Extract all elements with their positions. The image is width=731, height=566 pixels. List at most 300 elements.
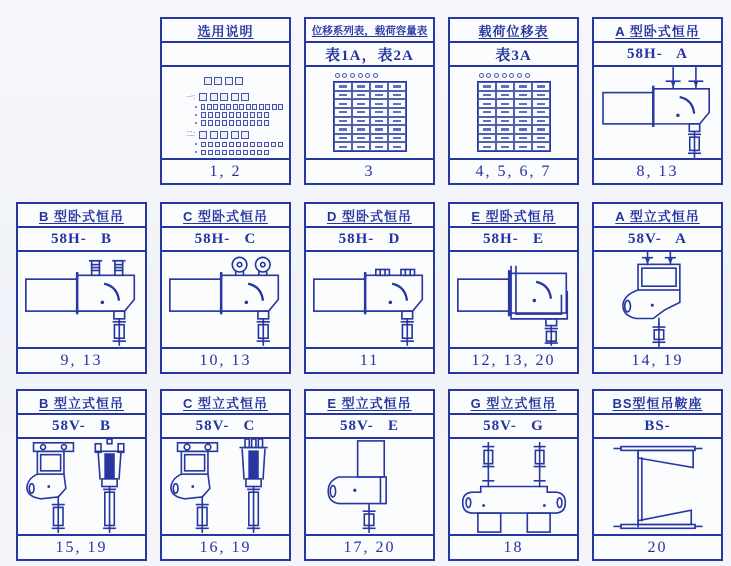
illegible-cell-text: [537, 120, 545, 122]
panel-title: [18, 391, 145, 415]
panel-model-code: 表1A，表2A: [306, 43, 433, 67]
catalog-panel: [448, 389, 579, 561]
panel-title: [450, 204, 577, 228]
illegible-cell-text: [519, 137, 527, 139]
illegible-glyph-box: [257, 120, 263, 126]
illegible-glyph-box: [204, 77, 212, 85]
mini-table-cell: [370, 108, 388, 117]
panel-page-numbers: 20: [594, 534, 721, 559]
mini-table-cell: [496, 142, 514, 151]
illegible-glyph-box: [201, 158, 207, 159]
illegible-glyph-box: [225, 77, 233, 85]
hanger-figure-v-b: [21, 439, 143, 534]
panel-figure-area: [306, 439, 433, 534]
notes-line: [186, 150, 283, 156]
mini-table-cell: [352, 99, 370, 108]
illegible-cell-text: [375, 94, 383, 96]
panel-title: [306, 391, 433, 415]
panel-model-code: 58V- E: [306, 415, 433, 439]
illegible-glyph-box: [257, 142, 263, 148]
panel-page-numbers: 12, 13, 20: [450, 347, 577, 372]
illegible-cell-text: [339, 146, 347, 148]
panel-page-numbers: 3: [306, 158, 433, 183]
mini-table-cell: [514, 125, 532, 134]
notes-line: [186, 142, 283, 148]
illegible-glyph-box: [201, 150, 207, 156]
mini-table-cell: [532, 142, 550, 151]
illegible-glyph-box: [236, 142, 242, 148]
mini-table-cell: [514, 82, 532, 91]
mini-table-figure: [477, 73, 551, 152]
illegible-cell-text: [393, 137, 401, 139]
panel-title: [594, 391, 721, 415]
panel-figure-area: [594, 252, 721, 347]
illegible-glyph-box: [250, 150, 256, 156]
illegible-cell-text: [519, 111, 527, 113]
panel-title-text: E 型立式恒吊: [327, 395, 412, 411]
hanger-figure-v-a: [597, 252, 719, 347]
illegible-glyph-box: [246, 104, 251, 110]
mini-table-cell: [388, 91, 406, 100]
illegible-cell-text: [339, 111, 347, 113]
panel-page-numbers: 18: [450, 534, 577, 559]
illegible-glyph-box: [210, 93, 218, 101]
panel-page-numbers: 1, 2: [162, 158, 289, 183]
caption-dot: [350, 73, 355, 78]
illegible-glyph-box: [271, 142, 277, 148]
catalog-panel: [592, 17, 723, 185]
mini-table-cell: [370, 99, 388, 108]
illegible-glyph-box: [201, 120, 207, 126]
illegible-cell-text: [501, 120, 509, 122]
mini-table-cell: [388, 117, 406, 126]
illegible-glyph-box: [215, 142, 221, 148]
panel-model-code: 58H- D: [306, 228, 433, 252]
mini-table-cell: [352, 108, 370, 117]
mini-table-cell: [334, 134, 352, 143]
illegible-cell-text: [483, 94, 491, 96]
illegible-glyph-box: [213, 104, 218, 110]
illegible-cell-text: [483, 146, 491, 148]
catalog-panel: [304, 202, 435, 374]
illegible-cell-text: [501, 146, 509, 148]
mini-table-cell: [352, 125, 370, 134]
illegible-glyph-box: [215, 150, 221, 156]
illegible-cell-text: [501, 137, 509, 139]
illegible-glyph-box: [250, 142, 256, 148]
panel-figure-area: [594, 439, 721, 534]
illegible-glyph-box: [229, 120, 235, 126]
mini-table-cell: [532, 108, 550, 117]
illegible-cell-text: [339, 94, 347, 96]
mini-table-cell: [478, 99, 496, 108]
caption-dot: [502, 73, 507, 78]
panel-model-code: 58V- A: [594, 228, 721, 252]
panel-title: [594, 19, 721, 43]
mini-table-cell: [334, 117, 352, 126]
caption-dot: [494, 73, 499, 78]
illegible-glyph-box: [229, 150, 235, 156]
panel-title-text: A 型立式恒吊: [615, 208, 700, 224]
catalog-panel: [160, 202, 291, 374]
mini-table-cell: [514, 108, 532, 117]
table-caption-dots: [479, 73, 530, 78]
mini-table-cell: [532, 134, 550, 143]
panel-title: [162, 204, 289, 228]
illegible-glyph-box: [243, 142, 249, 148]
mini-table-cell: [388, 134, 406, 143]
illegible-glyph-box: [250, 120, 256, 126]
illegible-glyph-box: [252, 104, 257, 110]
notes-line: [186, 120, 283, 126]
illegible-glyph-box: [201, 142, 207, 148]
illegible-glyph-box: [236, 112, 242, 118]
caption-dot: [358, 73, 363, 78]
hanger-figure-h-d: [309, 252, 431, 347]
hanger-figure-h-b: [21, 252, 143, 347]
panel-model-code: 表3A: [450, 43, 577, 67]
mini-table-cell: [388, 142, 406, 151]
panel-title-text: BS型恒吊鞍座: [612, 395, 703, 411]
illegible-glyph-box: [243, 120, 249, 126]
panel-title: [18, 204, 145, 228]
illegible-cell-text: [501, 94, 509, 96]
mini-table-cell: [514, 91, 532, 100]
panel-figure-area: [450, 252, 577, 347]
mini-table-cell: [478, 142, 496, 151]
mini-table-cell: [496, 134, 514, 143]
notes-line-prefix: 一:: [186, 93, 195, 101]
illegible-cell-text: [339, 120, 347, 122]
panel-figure-area: [18, 439, 145, 534]
hanger-figure-v-c: [165, 439, 287, 534]
panel-page-numbers: 9, 13: [18, 347, 145, 372]
illegible-glyph-box: [236, 158, 242, 159]
illegible-glyph-box: [231, 131, 239, 139]
mini-table-cell: [388, 108, 406, 117]
illegible-glyph-box: [210, 131, 218, 139]
caption-dot: [517, 73, 522, 78]
illegible-glyph-box: [264, 142, 270, 148]
catalog-panel: [592, 389, 723, 561]
illegible-cell-text: [339, 85, 347, 87]
illegible-cell-text: [537, 85, 545, 87]
panel-title-text: G 型立式恒吊: [470, 395, 557, 411]
illegible-glyph-box: [264, 112, 270, 118]
illegible-glyph-box: [220, 131, 228, 139]
notes-line: [186, 131, 283, 139]
caption-dot: [335, 73, 340, 78]
mini-table-cell: [478, 82, 496, 91]
mini-table-cell: [496, 125, 514, 134]
illegible-glyph-box: [208, 150, 214, 156]
panel-page-numbers: 8, 13: [594, 158, 721, 183]
caption-dot: [479, 73, 484, 78]
panel-page-numbers: 16, 19: [162, 534, 289, 559]
illegible-cell-text: [357, 85, 365, 87]
hanger-figure-h-c: [165, 252, 287, 347]
illegible-glyph-box: [250, 112, 256, 118]
illegible-cell-text: [537, 146, 545, 148]
illegible-cell-text: [537, 111, 545, 113]
panel-model-code: 58V- B: [18, 415, 145, 439]
panel-page-numbers: 15, 19: [18, 534, 145, 559]
illegible-cell-text: [357, 128, 365, 130]
panel-figure-area: [306, 252, 433, 347]
illegible-glyph-box: [236, 120, 242, 126]
illegible-cell-text: [483, 128, 491, 130]
panel-title-text: B 型立式恒吊: [38, 395, 124, 411]
mini-table-cell: [388, 125, 406, 134]
panel-title: [450, 19, 577, 43]
mini-table-cell: [514, 117, 532, 126]
panel-model-code: 58H- E: [450, 228, 577, 252]
illegible-glyph-box: [243, 158, 249, 159]
illegible-cell-text: [519, 85, 527, 87]
mini-table-cell: [334, 142, 352, 151]
mini-table-cell: [532, 82, 550, 91]
illegible-cell-text: [375, 137, 383, 139]
illegible-glyph-box: [222, 120, 228, 126]
illegible-cell-text: [375, 120, 383, 122]
panel-figure-area: [306, 67, 433, 158]
mini-table-cell: [532, 117, 550, 126]
catalog-panel: [16, 389, 147, 561]
mini-table-cell: [478, 91, 496, 100]
illegible-glyph-box: [215, 112, 221, 118]
panel-page-numbers: 10, 13: [162, 347, 289, 372]
caption-dot: [365, 73, 370, 78]
mini-table-cell: [496, 82, 514, 91]
mini-table-cell: [532, 91, 550, 100]
illegible-glyph-box: [208, 120, 214, 126]
panel-figure-area: [162, 67, 289, 158]
illegible-cell-text: [537, 137, 545, 139]
illegible-cell-text: [339, 137, 347, 139]
mini-table-cell: [370, 125, 388, 134]
mini-table-cell: [334, 108, 352, 117]
illegible-glyph-box: [241, 93, 249, 101]
notes-line: [186, 158, 283, 159]
illegible-cell-text: [501, 128, 509, 130]
panel-title-text: D 型卧式恒吊: [326, 208, 412, 224]
panel-title-text: C 型立式恒吊: [182, 395, 268, 411]
illegible-glyph-box: [215, 158, 221, 159]
notes-line: [186, 77, 283, 85]
illegible-cell-text: [393, 146, 401, 148]
panel-figure-area: [450, 439, 577, 534]
caption-dot: [509, 73, 514, 78]
mini-table-cell: [370, 134, 388, 143]
notes-text-block: [162, 67, 289, 158]
illegible-glyph-box: [264, 150, 270, 156]
hanger-figure-v-g: [453, 439, 575, 534]
illegible-cell-text: [339, 128, 347, 130]
illegible-cell-text: [519, 94, 527, 96]
mini-table-cell: [370, 91, 388, 100]
illegible-cell-text: [483, 85, 491, 87]
illegible-glyph-box: [259, 104, 264, 110]
illegible-glyph-box: [229, 158, 235, 159]
mini-table-cell: [334, 91, 352, 100]
mini-table-cell: [370, 82, 388, 91]
illegible-glyph-box: [229, 142, 235, 148]
illegible-cell-text: [357, 111, 365, 113]
panel-figure-area: [162, 439, 289, 534]
illegible-glyph-box: [278, 142, 284, 148]
mini-table-cell: [388, 99, 406, 108]
panel-title-text: E 型卧式恒吊: [471, 208, 556, 224]
panel-title: [306, 19, 433, 43]
illegible-cell-text: [357, 146, 365, 148]
illegible-cell-text: [519, 103, 527, 105]
illegible-cell-text: [483, 111, 491, 113]
illegible-cell-text: [375, 128, 383, 130]
panel-title-text: A 型卧式恒吊: [615, 23, 700, 39]
illegible-cell-text: [339, 103, 347, 105]
bullet-dot: [195, 106, 197, 108]
catalog-panel: [592, 202, 723, 374]
mini-table-cell: [478, 125, 496, 134]
panel-model-code: BS-: [594, 415, 721, 439]
illegible-glyph-box: [239, 104, 244, 110]
notes-line: [186, 104, 283, 110]
mini-table: [333, 81, 407, 152]
mini-table-cell: [352, 82, 370, 91]
illegible-glyph-box: [241, 131, 249, 139]
panel-title: [162, 391, 289, 415]
hanger-figure-bs: [597, 439, 719, 534]
illegible-cell-text: [501, 103, 509, 105]
mini-table-cell: [370, 117, 388, 126]
bullet-dot: [195, 114, 197, 116]
catalog-panel: [304, 17, 435, 185]
illegible-glyph-box: [207, 104, 212, 110]
illegible-cell-text: [393, 103, 401, 105]
hanger-figure-h-a: [597, 67, 719, 158]
caption-dot: [525, 73, 530, 78]
bullet-dot: [195, 143, 197, 145]
illegible-glyph-box: [222, 158, 228, 159]
illegible-glyph-box: [199, 131, 207, 139]
panel-title-text: C 型卧式恒吊: [182, 208, 268, 224]
illegible-cell-text: [375, 103, 383, 105]
illegible-glyph-box: [243, 112, 249, 118]
bullet-dot: [195, 122, 197, 124]
hanger-figure-v-e: [309, 439, 431, 534]
notes-line: [186, 112, 283, 118]
panel-title: [306, 204, 433, 228]
illegible-cell-text: [393, 120, 401, 122]
panel-page-numbers: 17, 20: [306, 534, 433, 559]
panel-title-text: 载荷位移表: [478, 23, 549, 39]
caption-dot: [342, 73, 347, 78]
panel-page-numbers: 4, 5, 6, 7: [450, 158, 577, 183]
mini-table-cell: [352, 117, 370, 126]
mini-table-cell: [496, 108, 514, 117]
illegible-glyph-box: [226, 104, 231, 110]
panel-model-code: 58V- C: [162, 415, 289, 439]
illegible-cell-text: [501, 111, 509, 113]
panel-figure-area: [162, 252, 289, 347]
mini-table-cell: [496, 117, 514, 126]
illegible-cell-text: [357, 120, 365, 122]
illegible-cell-text: [483, 120, 491, 122]
illegible-cell-text: [393, 85, 401, 87]
illegible-cell-text: [537, 94, 545, 96]
illegible-glyph-box: [215, 120, 221, 126]
mini-table-cell: [478, 134, 496, 143]
mini-table-cell: [352, 91, 370, 100]
panel-title-text: B 型卧式恒吊: [38, 208, 124, 224]
panel-figure-area: [18, 252, 145, 347]
illegible-glyph-box: [220, 104, 225, 110]
mini-table-cell: [496, 99, 514, 108]
notes-line-prefix: 二:: [186, 131, 195, 138]
illegible-cell-text: [375, 85, 383, 87]
panel-title: [450, 391, 577, 415]
caption-dot: [486, 73, 491, 78]
illegible-glyph-box: [199, 93, 207, 101]
mini-table-figure: [333, 73, 407, 152]
illegible-glyph-box: [214, 77, 222, 85]
illegible-cell-text: [483, 137, 491, 139]
illegible-cell-text: [375, 111, 383, 113]
hanger-figure-h-e: [453, 252, 575, 347]
illegible-glyph-box: [231, 93, 239, 101]
catalog-panel: [448, 17, 579, 185]
illegible-glyph-box: [250, 158, 256, 159]
mini-table-cell: [514, 142, 532, 151]
panel-model-code: 58H- B: [18, 228, 145, 252]
illegible-glyph-box: [201, 104, 206, 110]
catalog-panel: [160, 17, 291, 185]
illegible-glyph-box: [235, 77, 243, 85]
illegible-glyph-box: [278, 104, 283, 110]
illegible-glyph-box: [222, 150, 228, 156]
mini-table-cell: [352, 142, 370, 151]
caption-dot: [373, 73, 378, 78]
mini-table-cell: [532, 125, 550, 134]
illegible-glyph-box: [222, 112, 228, 118]
illegible-glyph-box: [236, 150, 242, 156]
illegible-cell-text: [519, 146, 527, 148]
catalog-panel: [16, 202, 147, 374]
illegible-cell-text: [393, 111, 401, 113]
panel-title: [594, 204, 721, 228]
illegible-glyph-box: [265, 104, 270, 110]
illegible-glyph-box: [222, 142, 228, 148]
mini-table-cell: [478, 108, 496, 117]
mini-table-cell: [478, 117, 496, 126]
panel-title-text: 位移系列表，载荷容量表: [311, 24, 428, 37]
illegible-glyph-box: [208, 112, 214, 118]
illegible-cell-text: [519, 128, 527, 130]
illegible-cell-text: [393, 94, 401, 96]
illegible-cell-text: [483, 103, 491, 105]
illegible-cell-text: [537, 103, 545, 105]
illegible-cell-text: [357, 94, 365, 96]
panel-title: [162, 19, 289, 43]
mini-table: [477, 81, 551, 152]
bullet-dot: [195, 151, 197, 153]
illegible-glyph-box: [208, 158, 214, 159]
mini-table-cell: [388, 82, 406, 91]
illegible-glyph-box: [257, 158, 263, 159]
mini-table-cell: [370, 142, 388, 151]
illegible-glyph-box: [272, 104, 277, 110]
illegible-cell-text: [375, 146, 383, 148]
